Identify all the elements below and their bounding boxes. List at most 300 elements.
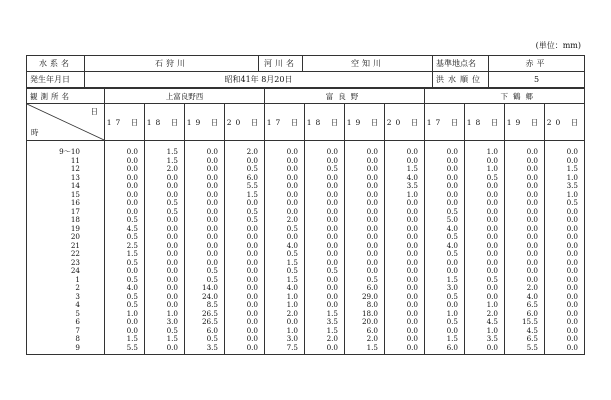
rainfall-value: 0.0 xyxy=(225,301,265,310)
header-table xyxy=(26,55,585,88)
rainfall-value: 0.0 xyxy=(505,242,545,251)
table-row xyxy=(27,199,585,208)
rainfall-value: 0.0 xyxy=(225,284,265,293)
table-row xyxy=(27,141,585,157)
rainfall-value: 0.0 xyxy=(225,267,265,276)
value-river-system: 石狩川 xyxy=(85,56,259,72)
table-row xyxy=(27,293,585,302)
rainfall-value: 0.0 xyxy=(345,157,385,166)
rainfall-value: 0.0 xyxy=(265,165,305,174)
rainfall-value: 0.5 xyxy=(145,327,185,336)
rainfall-value: 1.0 xyxy=(465,165,505,174)
rainfall-value: 0.0 xyxy=(265,199,305,208)
value-base-point: 赤平 xyxy=(489,56,585,72)
rainfall-value: 0.0 xyxy=(145,250,185,259)
rainfall-value: 0.0 xyxy=(345,233,385,242)
day-header: 18 日 xyxy=(465,104,505,141)
label-flood-rank: 洪水順位 xyxy=(433,72,489,88)
rainfall-value: 0.0 xyxy=(345,216,385,225)
day-header: 19 日 xyxy=(505,104,545,141)
hour-cell: 21 xyxy=(27,242,105,251)
rainfall-value: 0.0 xyxy=(305,141,345,157)
rainfall-value: 1.0 xyxy=(465,327,505,336)
station-shimotsurusato: 下鶴郷 xyxy=(425,89,585,104)
rainfall-value: 4.0 xyxy=(265,242,305,251)
rainfall-value: 0.0 xyxy=(505,276,545,285)
table-row xyxy=(27,310,585,319)
rainfall-value: 0.0 xyxy=(385,276,425,285)
rainfall-value: 0.0 xyxy=(345,141,385,157)
rainfall-value: 0.0 xyxy=(465,233,505,242)
rainfall-value: 3.5 xyxy=(545,182,585,191)
rainfall-value: 3.5 xyxy=(305,318,345,327)
rainfall-value: 0.5 xyxy=(345,276,385,285)
rainfall-value: 0.0 xyxy=(545,267,585,276)
rainfall-value: 0.0 xyxy=(145,267,185,276)
rainfall-value: 29.0 xyxy=(345,293,385,302)
rainfall-value: 1.5 xyxy=(545,165,585,174)
hour-cell: 3 xyxy=(27,293,105,302)
rainfall-value: 0.0 xyxy=(225,250,265,259)
rainfall-value: 1.0 xyxy=(265,301,305,310)
rainfall-value: 0.0 xyxy=(185,259,225,268)
rainfall-value: 2.0 xyxy=(265,216,305,225)
rainfall-value: 0.0 xyxy=(225,293,265,302)
rainfall-value: 7.5 xyxy=(265,344,305,355)
rainfall-value: 0.0 xyxy=(385,141,425,157)
rainfall-value: 0.0 xyxy=(305,284,345,293)
rainfall-value: 0.0 xyxy=(305,344,345,355)
hour-cell: 9～10 xyxy=(27,141,105,157)
rainfall-value: 0.0 xyxy=(345,259,385,268)
rainfall-value: 0.0 xyxy=(385,344,425,355)
label-base-point: 基準地点名 xyxy=(433,56,489,72)
value-river-name: 空知川 xyxy=(303,56,433,72)
rainfall-value: 6.0 xyxy=(345,327,385,336)
rainfall-value: 0.0 xyxy=(425,259,465,268)
rainfall-value: 5.5 xyxy=(505,344,545,355)
rainfall-value: 0.0 xyxy=(145,276,185,285)
rainfall-value: 0.0 xyxy=(105,199,145,208)
day-header: 20 日 xyxy=(385,104,425,141)
rainfall-value: 0.0 xyxy=(545,141,585,157)
rainfall-value: 0.0 xyxy=(425,165,465,174)
rainfall-value: 0.0 xyxy=(465,157,505,166)
rainfall-value: 1.5 xyxy=(305,310,345,319)
table-row xyxy=(27,301,585,310)
rainfall-value: 0.0 xyxy=(185,208,225,217)
rainfall-value: 4.5 xyxy=(465,318,505,327)
rainfall-value: 0.0 xyxy=(385,327,425,336)
hour-cell: 14 xyxy=(27,182,105,191)
rainfall-value: 0.0 xyxy=(225,199,265,208)
rainfall-value: 0.5 xyxy=(105,276,145,285)
day-header: 19 日 xyxy=(345,104,385,141)
rainfall-value: 0.0 xyxy=(185,199,225,208)
hour-cell: 18 xyxy=(27,216,105,225)
rainfall-value: 0.5 xyxy=(105,259,145,268)
rainfall-value: 0.0 xyxy=(145,259,185,268)
table-row xyxy=(27,165,585,174)
hour-cell: 17 xyxy=(27,208,105,217)
rainfall-table xyxy=(26,88,585,355)
rainfall-value: 0.0 xyxy=(105,191,145,200)
hour-cell: 16 xyxy=(27,199,105,208)
hour-cell: 15 xyxy=(27,191,105,200)
rainfall-value: 1.0 xyxy=(545,174,585,183)
rainfall-value: 0.0 xyxy=(145,301,185,310)
rainfall-value: 0.0 xyxy=(465,191,505,200)
rainfall-value: 0.0 xyxy=(345,208,385,217)
rainfall-value: 0.0 xyxy=(185,191,225,200)
rainfall-value: 2.0 xyxy=(465,310,505,319)
rainfall-value: 0.0 xyxy=(105,141,145,157)
rainfall-value: 1.0 xyxy=(105,310,145,319)
label-station: 観測所名 xyxy=(27,89,105,104)
rainfall-value: 0.0 xyxy=(505,216,545,225)
rainfall-value: 0.0 xyxy=(545,318,585,327)
rainfall-value: 0.0 xyxy=(385,157,425,166)
rainfall-value: 0.0 xyxy=(505,259,545,268)
rainfall-value: 2.0 xyxy=(265,310,305,319)
rainfall-value: 0.0 xyxy=(425,157,465,166)
rainfall-value: 0.0 xyxy=(505,191,545,200)
rainfall-value: 8.5 xyxy=(185,301,225,310)
rainfall-value: 0.5 xyxy=(225,208,265,217)
rainfall-value: 0.0 xyxy=(345,165,385,174)
rainfall-value: 2.0 xyxy=(305,335,345,344)
rainfall-value: 14.0 xyxy=(185,284,225,293)
rainfall-value: 0.0 xyxy=(505,174,545,183)
rainfall-value: 6.0 xyxy=(425,344,465,355)
rainfall-value: 18.0 xyxy=(345,310,385,319)
rainfall-value: 3.5 xyxy=(465,335,505,344)
rainfall-rows xyxy=(27,141,585,355)
table-row xyxy=(27,191,585,200)
rainfall-value: 0.0 xyxy=(305,242,345,251)
rainfall-value: 0.0 xyxy=(105,208,145,217)
rainfall-value: 0.0 xyxy=(385,267,425,276)
table-row xyxy=(27,182,585,191)
rainfall-value: 20.0 xyxy=(345,318,385,327)
rainfall-value: 0.0 xyxy=(265,157,305,166)
rainfall-value: 0.5 xyxy=(105,233,145,242)
rainfall-value: 0.0 xyxy=(145,233,185,242)
hour-cell: 22 xyxy=(27,250,105,259)
rainfall-value: 0.0 xyxy=(225,225,265,234)
rainfall-value: 0.0 xyxy=(345,267,385,276)
table-row xyxy=(27,327,585,336)
rainfall-value: 3.0 xyxy=(145,318,185,327)
rainfall-value: 0.0 xyxy=(305,216,345,225)
rainfall-value: 0.0 xyxy=(425,301,465,310)
rainfall-value: 0.0 xyxy=(385,233,425,242)
label-river-system: 水系名 xyxy=(27,56,85,72)
rainfall-value: 0.0 xyxy=(305,301,345,310)
rainfall-value: 0.0 xyxy=(545,310,585,319)
rainfall-value: 0.0 xyxy=(185,174,225,183)
rainfall-value: 1.5 xyxy=(345,344,385,355)
hour-cell: 6 xyxy=(27,318,105,327)
rainfall-value: 0.0 xyxy=(265,318,305,327)
rainfall-value: 0.0 xyxy=(345,182,385,191)
day-header: 20 日 xyxy=(545,104,585,141)
rainfall-value: 0.0 xyxy=(545,335,585,344)
rainfall-value: 0.0 xyxy=(105,318,145,327)
rainfall-value: 1.5 xyxy=(105,335,145,344)
rainfall-value: 1.5 xyxy=(105,250,145,259)
rainfall-value: 0.0 xyxy=(225,157,265,166)
rainfall-value: 0.0 xyxy=(385,284,425,293)
rainfall-value: 0.0 xyxy=(225,242,265,251)
table-row xyxy=(27,157,585,166)
rainfall-value: 0.0 xyxy=(305,174,345,183)
rainfall-value: 0.5 xyxy=(305,165,345,174)
rainfall-value: 4.5 xyxy=(105,225,145,234)
rainfall-value: 0.0 xyxy=(145,242,185,251)
rainfall-value: 0.0 xyxy=(545,259,585,268)
rainfall-value: 5.0 xyxy=(425,216,465,225)
rainfall-value: 0.0 xyxy=(385,225,425,234)
corner-day-label: 日 xyxy=(90,107,98,116)
rainfall-value: 0.0 xyxy=(465,216,505,225)
rainfall-value: 0.5 xyxy=(145,199,185,208)
rainfall-value: 0.0 xyxy=(105,182,145,191)
rainfall-value: 0.5 xyxy=(185,267,225,276)
table-row xyxy=(27,284,585,293)
rainfall-value: 0.0 xyxy=(385,208,425,217)
rainfall-value: 3.5 xyxy=(385,182,425,191)
rainfall-value: 0.0 xyxy=(145,344,185,355)
day-header-row xyxy=(27,104,585,141)
rainfall-value: 0.5 xyxy=(425,250,465,259)
rainfall-value: 0.0 xyxy=(145,174,185,183)
rainfall-value: 1.0 xyxy=(145,310,185,319)
rainfall-value: 26.5 xyxy=(185,310,225,319)
rainfall-value: 0.5 xyxy=(105,301,145,310)
hour-cell: 24 xyxy=(27,267,105,276)
table-row xyxy=(27,242,585,251)
rainfall-value: 0.0 xyxy=(465,208,505,217)
rainfall-value: 0.0 xyxy=(465,267,505,276)
rainfall-value: 24.0 xyxy=(185,293,225,302)
rainfall-value: 0.0 xyxy=(145,182,185,191)
rainfall-value: 0.0 xyxy=(465,250,505,259)
rainfall-value: 0.0 xyxy=(545,327,585,336)
unit-label: (単位：mm) xyxy=(535,41,581,50)
day-header: 18 日 xyxy=(305,104,345,141)
table-row xyxy=(27,216,585,225)
rainfall-value: 0.5 xyxy=(185,276,225,285)
rainfall-value: 0.0 xyxy=(305,182,345,191)
day-header: 17 日 xyxy=(105,104,145,141)
rainfall-value: 6.0 xyxy=(505,310,545,319)
rainfall-value: 0.0 xyxy=(385,259,425,268)
rainfall-value: 3.0 xyxy=(425,284,465,293)
table-row xyxy=(27,276,585,285)
rainfall-value: 1.0 xyxy=(465,141,505,157)
rainfall-value: 5.5 xyxy=(105,344,145,355)
rainfall-value: 0.0 xyxy=(265,174,305,183)
rainfall-value: 3.0 xyxy=(265,335,305,344)
header-row-date xyxy=(27,72,585,88)
rainfall-value: 0.0 xyxy=(145,293,185,302)
hour-cell: 12 xyxy=(27,165,105,174)
table-row xyxy=(27,233,585,242)
label-river-name: 河川名 xyxy=(259,56,303,72)
rainfall-value: 0.0 xyxy=(385,216,425,225)
table-row xyxy=(27,259,585,268)
rainfall-value: 0.0 xyxy=(265,191,305,200)
rainfall-value: 0.0 xyxy=(545,157,585,166)
rainfall-value: 0.0 xyxy=(225,310,265,319)
rainfall-value: 0.5 xyxy=(145,208,185,217)
rainfall-value: 1.0 xyxy=(465,301,505,310)
rainfall-value: 0.0 xyxy=(545,276,585,285)
hour-cell: 23 xyxy=(27,259,105,268)
rainfall-value: 0.0 xyxy=(505,250,545,259)
day-hour-corner xyxy=(27,104,105,141)
station-furano: 富良野 xyxy=(265,89,425,104)
hour-cell: 11 xyxy=(27,157,105,166)
value-date: 昭和41年 8月20日 xyxy=(85,72,433,88)
rainfall-value: 0.0 xyxy=(425,327,465,336)
header-row-river xyxy=(27,56,585,72)
rainfall-value: 0.0 xyxy=(345,174,385,183)
rainfall-value: 0.0 xyxy=(385,199,425,208)
rainfall-value: 0.0 xyxy=(265,233,305,242)
rainfall-value: 0.0 xyxy=(105,165,145,174)
rainfall-value: 0.0 xyxy=(345,199,385,208)
rainfall-value: 4.0 xyxy=(505,293,545,302)
rainfall-value: 1.5 xyxy=(265,276,305,285)
rainfall-value: 0.0 xyxy=(105,157,145,166)
rainfall-value: 1.5 xyxy=(145,141,185,157)
rainfall-value: 0.0 xyxy=(465,242,505,251)
rainfall-value: 4.0 xyxy=(105,284,145,293)
table-row xyxy=(27,250,585,259)
value-flood-rank: 5 xyxy=(489,72,585,88)
rainfall-value: 0.0 xyxy=(185,182,225,191)
hour-cell: 19 xyxy=(27,225,105,234)
rainfall-value: 0.5 xyxy=(225,216,265,225)
rainfall-value: 8.0 xyxy=(345,301,385,310)
label-date: 発生年月日 xyxy=(27,72,85,88)
rainfall-value: 0.0 xyxy=(425,174,465,183)
rainfall-value: 0.0 xyxy=(545,344,585,355)
rainfall-value: 0.0 xyxy=(505,208,545,217)
rainfall-value: 0.0 xyxy=(185,157,225,166)
rainfall-value: 0.5 xyxy=(425,318,465,327)
rainfall-value: 1.5 xyxy=(265,259,305,268)
rainfall-value: 1.5 xyxy=(425,335,465,344)
rainfall-value: 0.5 xyxy=(265,225,305,234)
rainfall-value: 0.0 xyxy=(345,242,385,251)
rainfall-value: 0.0 xyxy=(505,182,545,191)
rainfall-value: 0.0 xyxy=(145,216,185,225)
rainfall-value: 0.0 xyxy=(505,157,545,166)
rainfall-value: 0.0 xyxy=(545,208,585,217)
day-header: 20 日 xyxy=(225,104,265,141)
rainfall-value: 0.0 xyxy=(465,284,505,293)
rainfall-value: 0.5 xyxy=(425,233,465,242)
rainfall-value: 0.0 xyxy=(185,165,225,174)
rainfall-value: 1.0 xyxy=(265,327,305,336)
rainfall-value: 15.5 xyxy=(505,318,545,327)
rainfall-value: 0.0 xyxy=(185,233,225,242)
rainfall-value: 1.0 xyxy=(545,191,585,200)
rainfall-value: 1.5 xyxy=(305,327,345,336)
rainfall-value: 1.5 xyxy=(145,335,185,344)
rainfall-value: 0.0 xyxy=(345,250,385,259)
rainfall-value: 4.5 xyxy=(505,327,545,336)
rainfall-value: 1.5 xyxy=(385,165,425,174)
hour-cell: 4 xyxy=(27,301,105,310)
hour-cell: 8 xyxy=(27,335,105,344)
table-row xyxy=(27,225,585,234)
rainfall-value: 0.0 xyxy=(465,225,505,234)
hour-cell: 1 xyxy=(27,276,105,285)
rainfall-value: 2.0 xyxy=(505,284,545,293)
rainfall-value: 0.0 xyxy=(545,216,585,225)
rainfall-value: 0.0 xyxy=(425,141,465,157)
rainfall-value: 0.0 xyxy=(545,301,585,310)
rainfall-value: 0.0 xyxy=(465,182,505,191)
rainfall-value: 0.0 xyxy=(305,293,345,302)
rainfall-value: 0.0 xyxy=(185,216,225,225)
rainfall-value: 0.0 xyxy=(465,259,505,268)
rainfall-value: 0.0 xyxy=(305,259,345,268)
corner-hour-label: 時 xyxy=(31,128,39,137)
hour-cell: 7 xyxy=(27,327,105,336)
rainfall-value: 1.0 xyxy=(385,191,425,200)
hour-cell: 2 xyxy=(27,284,105,293)
rainfall-value: 0.0 xyxy=(385,242,425,251)
rainfall-value: 0.0 xyxy=(425,267,465,276)
rainfall-value: 4.0 xyxy=(425,242,465,251)
rainfall-value: 0.5 xyxy=(545,199,585,208)
rainfall-value: 0.5 xyxy=(465,174,505,183)
table-row xyxy=(27,267,585,276)
rainfall-value: 0.0 xyxy=(265,141,305,157)
rainfall-value: 2.5 xyxy=(105,242,145,251)
rainfall-value: 0.0 xyxy=(545,242,585,251)
rainfall-value: 0.0 xyxy=(545,225,585,234)
rainfall-value: 0.0 xyxy=(385,250,425,259)
rainfall-value: 1.0 xyxy=(425,310,465,319)
rainfall-value: 0.0 xyxy=(385,310,425,319)
rainfall-value: 1.0 xyxy=(265,293,305,302)
table-row xyxy=(27,344,585,355)
rainfall-value: 0.0 xyxy=(385,301,425,310)
rainfall-value: 0.5 xyxy=(265,250,305,259)
rainfall-value: 0.0 xyxy=(185,141,225,157)
rainfall-value: 0.0 xyxy=(545,284,585,293)
rainfall-value: 0.0 xyxy=(105,327,145,336)
station-row xyxy=(27,89,585,104)
rainfall-value: 0.5 xyxy=(105,216,145,225)
rainfall-value: 0.5 xyxy=(185,335,225,344)
table-row xyxy=(27,208,585,217)
rainfall-value: 0.5 xyxy=(305,267,345,276)
rainfall-value: 0.0 xyxy=(105,174,145,183)
station-kamifurano-nishi: 上富良野西 xyxy=(105,89,265,104)
rainfall-value: 0.0 xyxy=(265,182,305,191)
rainfall-value: 0.0 xyxy=(345,191,385,200)
rainfall-value: 0.0 xyxy=(305,199,345,208)
rainfall-value: 4.0 xyxy=(425,225,465,234)
rainfall-value: 0.0 xyxy=(425,191,465,200)
